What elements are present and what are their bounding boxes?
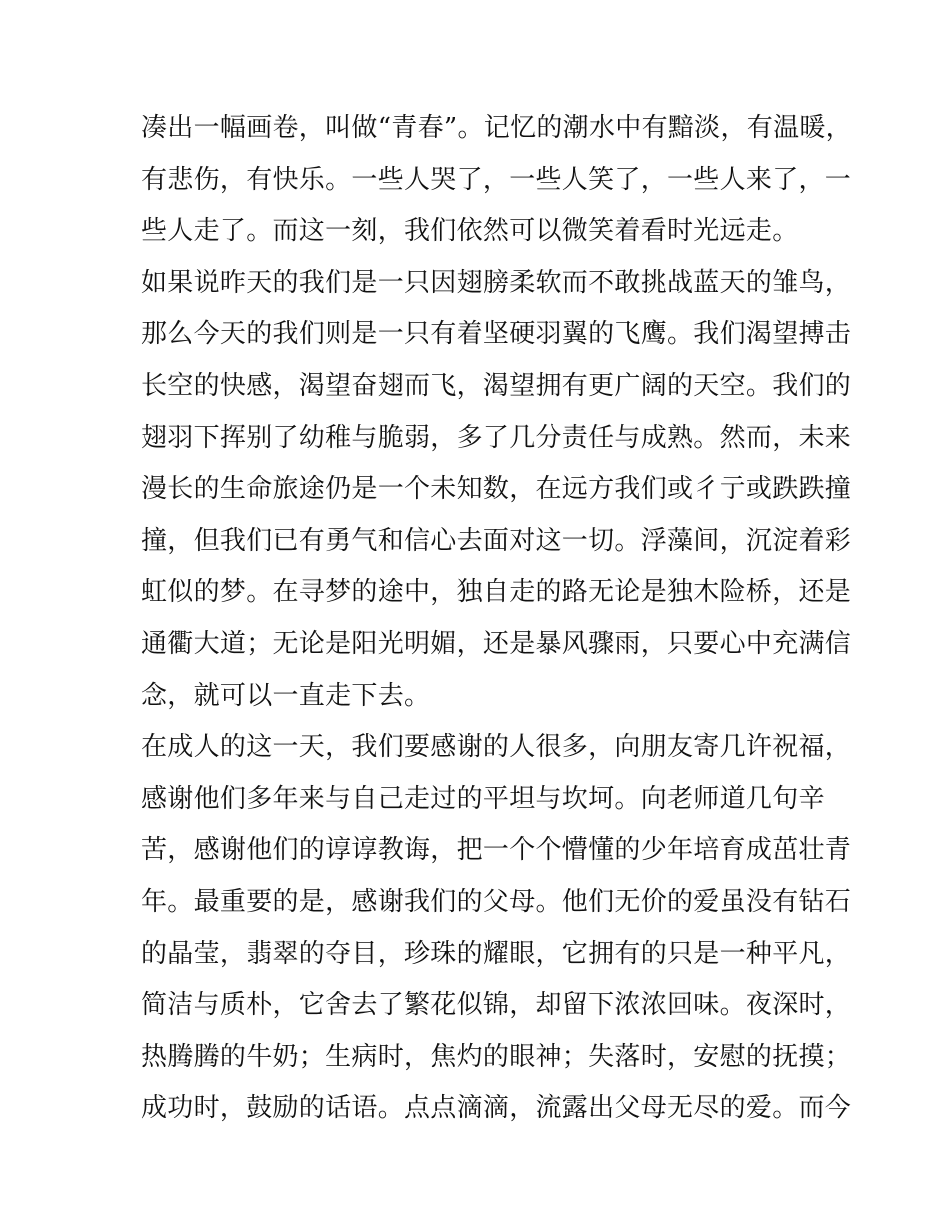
text-line: 凑出一幅画卷，叫做“青春”。记忆的潮水中有黯淡，有温暖， xyxy=(141,113,852,143)
text-line: 漫长的生命旅途仍是一个未知数，在远方我们或彳亍或跌跌撞 xyxy=(141,474,852,505)
text-line: 念，就可以一直走下去。 xyxy=(141,680,431,711)
text-line: 撞，但我们已有勇气和信心去面对这一切。浮藻间，沉淀着彩 xyxy=(141,525,852,556)
text-line: 些人走了。而这一刻，我们依然可以微笑着看时光远走。 xyxy=(141,216,799,247)
text-line: 简洁与质朴，它舍去了繁花似锦，却留下浓浓回味。夜深时， xyxy=(141,990,852,1021)
body-text xyxy=(141,103,852,1135)
text-line: 年。最重要的是，感谢我们的父母。他们无价的爱虽没有钻石 xyxy=(141,886,852,917)
text-line: 热腾腾的牛奶；生病时，焦灼的眼神；失落时，安慰的抚摸； xyxy=(141,1041,852,1072)
text-line: 长空的快感，渴望奋翅而飞，渴望拥有更广阔的天空。我们的 xyxy=(141,370,852,401)
text-line: 如果说昨天的我们是一只因翅膀柔软而不敢挑战蓝天的雏鸟， xyxy=(141,267,852,298)
text-line: 的晶莹，翡翠的夺目，珍珠的耀眼，它拥有的只是一种平凡， xyxy=(141,938,852,969)
text-line: 有悲伤，有快乐。一些人哭了，一些人笑了，一些人来了，一 xyxy=(141,164,852,195)
text-line: 感谢他们多年来与自己走过的平坦与坎坷。向老师道几句辛 xyxy=(141,783,825,814)
text-line: 成功时，鼓励的话语。点点滴滴，流露出父母无尽的爱。而今 xyxy=(141,1093,852,1124)
text-line: 在成人的这一天，我们要感谢的人很多，向朋友寄几许祝福， xyxy=(141,732,852,763)
text-line: 苦，感谢他们的谆谆教诲，把一个个懵懂的少年培育成茁壮青 xyxy=(141,835,852,866)
text-line: 通衢大道；无论是阳光明媚，还是暴风骤雨，只要心中充满信 xyxy=(141,628,852,659)
text-line: 虹似的梦。在寻梦的途中，独自走的路无论是独木险桥，还是 xyxy=(141,577,852,608)
text-line: 翅羽下挥别了幼稚与脆弱，多了几分责任与成熟。然而，未来 xyxy=(141,422,852,453)
text-line: 那么今天的我们则是一只有着坚硬羽翼的飞鹰。我们渴望搏击 xyxy=(141,319,852,350)
